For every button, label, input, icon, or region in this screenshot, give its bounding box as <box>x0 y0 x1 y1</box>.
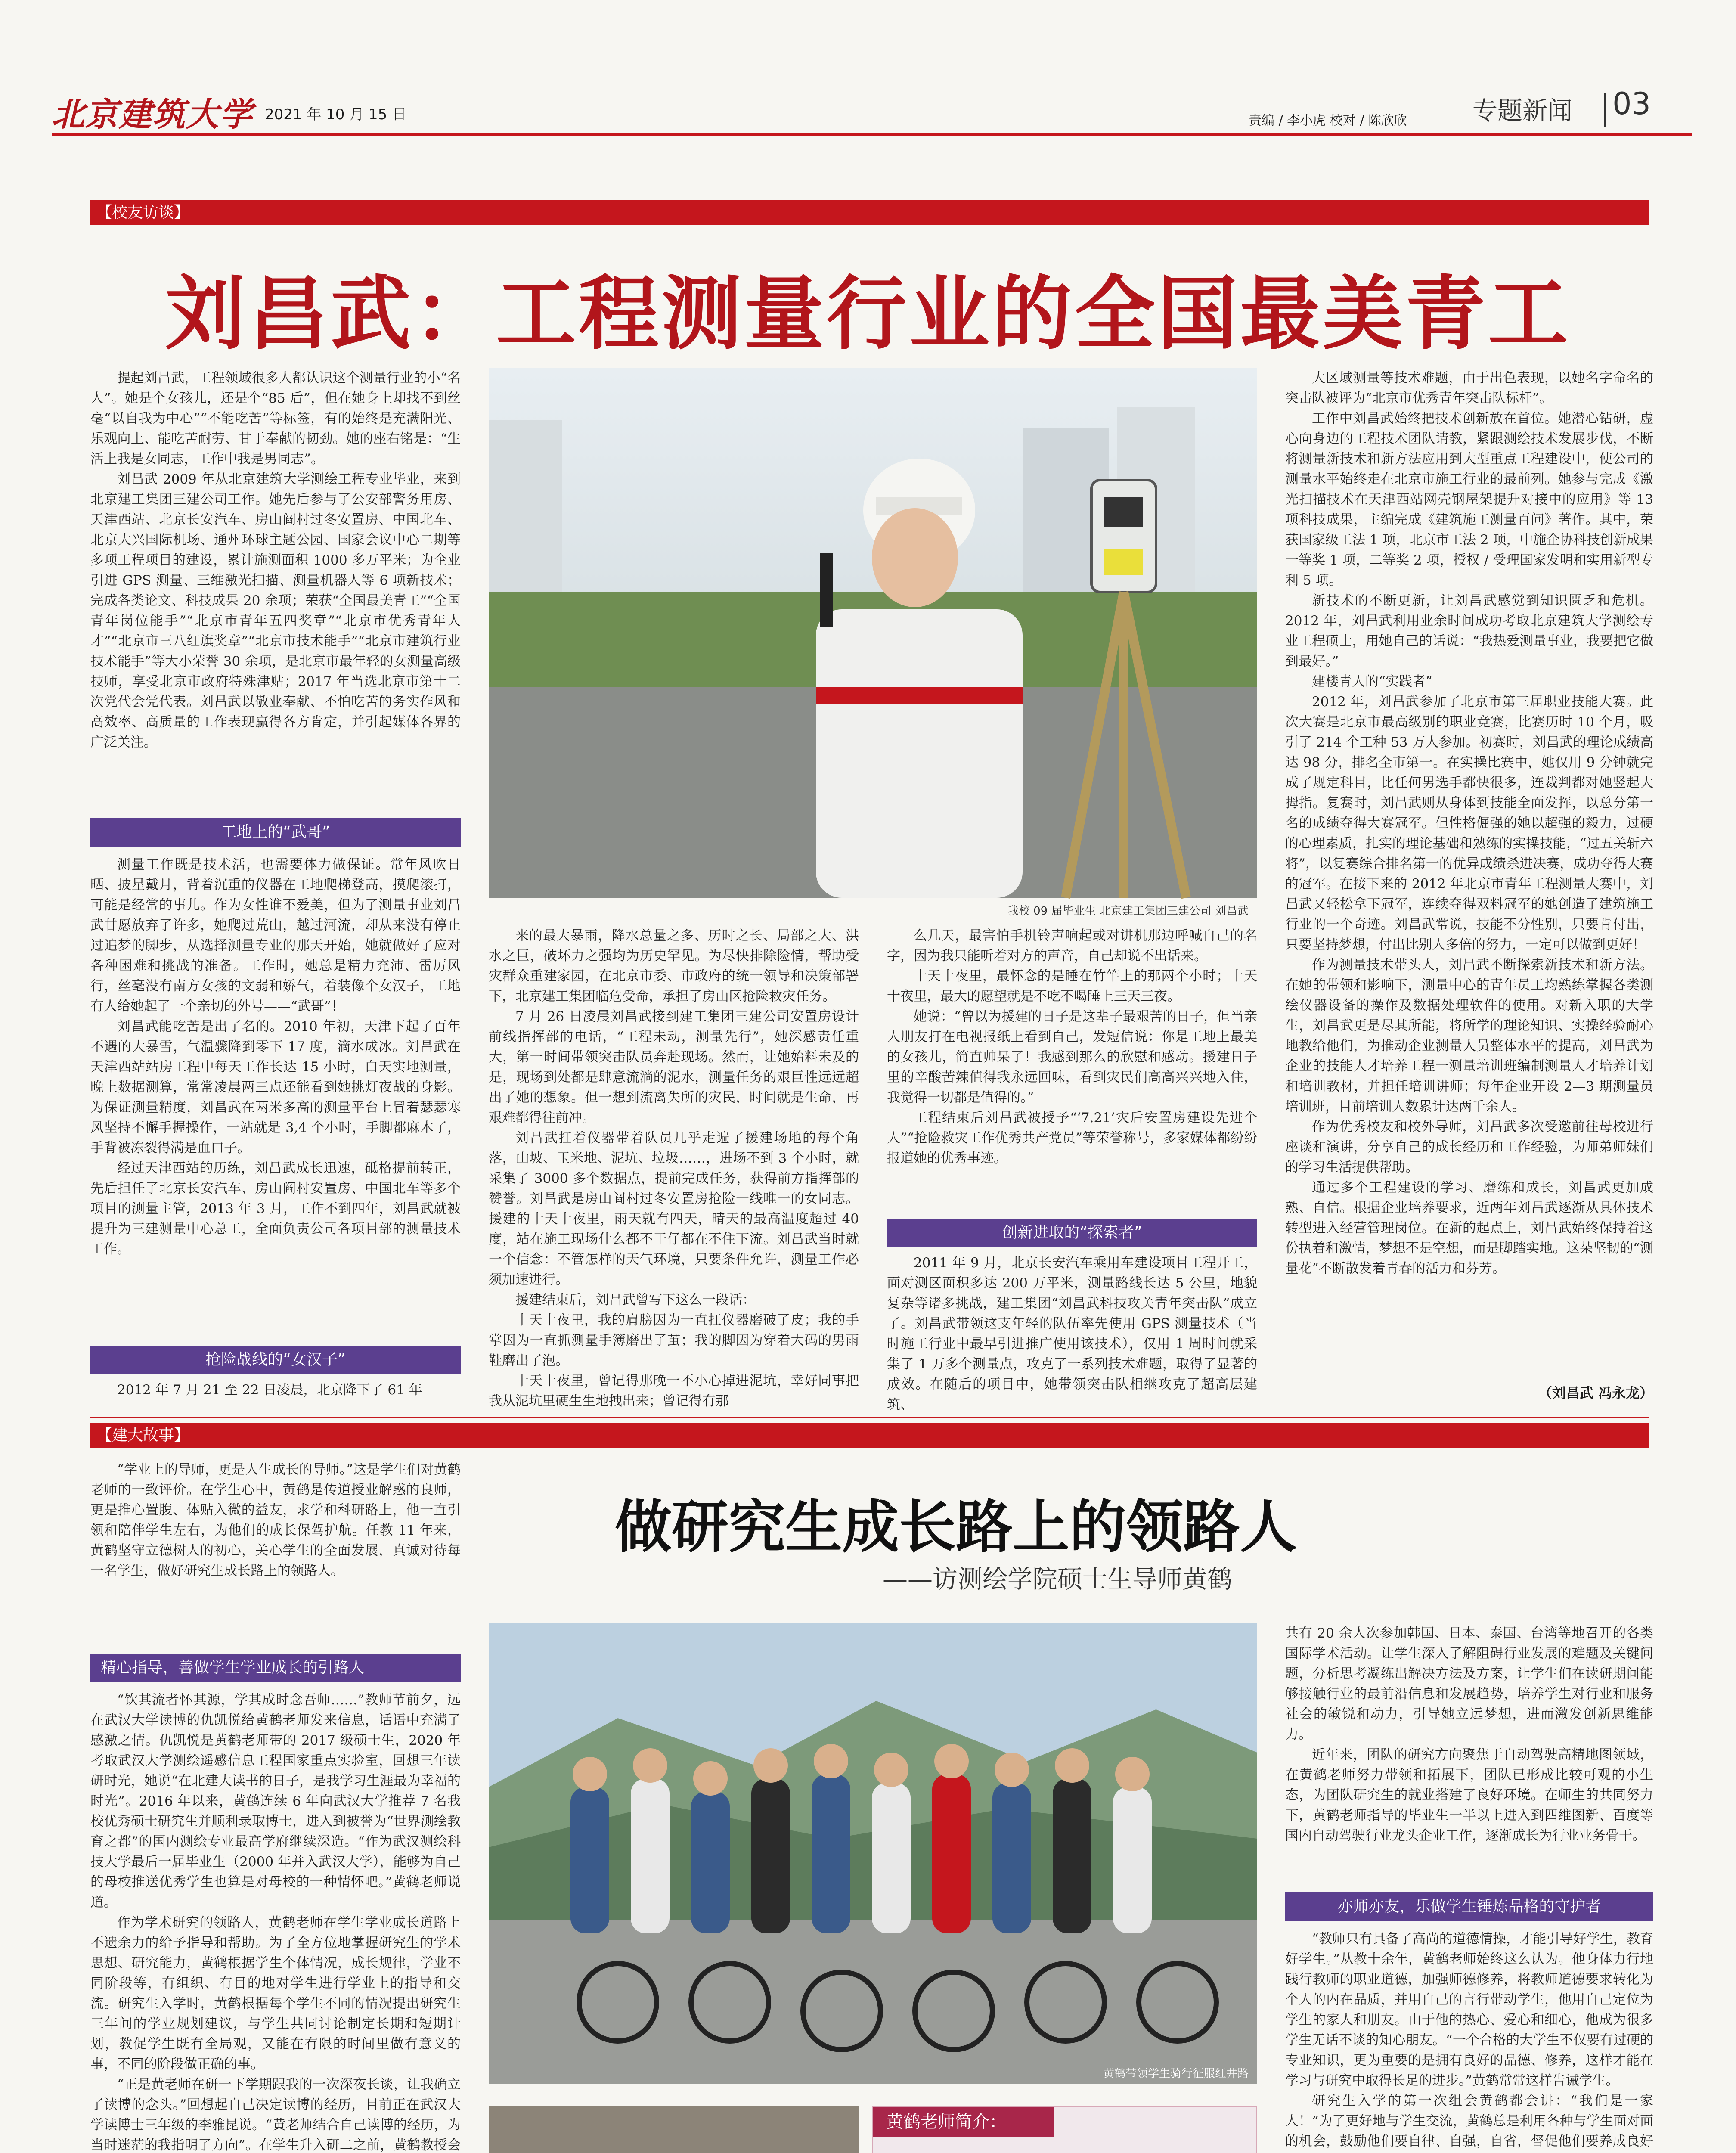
header-rule <box>52 133 1692 136</box>
section-name: 专题新闻 <box>1472 96 1573 125</box>
article1-col3: 么几天，最害怕手机铃声响起或对讲机那边呼喊自己的名字，因为我只能听着对方的声音，自己却说不出话来。 十天十夜里，最怀念的是睡在竹竿上的那两个小时；十天十夜里，最大的愿望就是不吃不喝睡上三天三夜。 她说：“曾以为援建的日子是这辈子最艰苦的日子，但当亲人朋友打在电视报纸上看到自己，发短信说：你是工地上最美的女孩儿，简直帅呆了！我感到那么的欣慰和感动。援建日子里的辛酸苦辣值得我永远回味，看到灾民们高高兴兴地入住，我觉得一切都是值得的。” 工程结束后刘昌武被授予“‘7.21’灾后安置房建设先进个人”“抢险救灾工作优秀共产党员”等荣誉称号，多家媒体都纷纷报道她的优秀事迹。 <box>887 928 1257 1166</box>
article1-col2: 来的最大暴雨，降水总量之多、历时之长、局部之大、洪水之巨，破坏力之强均为历史罕见。为尽快排除险情，帮助受灾群众重建家园，在北京市委、市政府的统一领导和决策部署下，北京建工集团临危受命，承担了房山区抢险救灾任务。 7 月 26 日凌晨刘昌武接到建工集团三建公司安置房设计前线指挥部的电话，“工程未动，测量先行”，她深感责任重大，第一时间带领突击队员奔赴现场。然而，让她始料未及的是，现场到处都是肆意流淌的泥水，测量任务的艰巨性远远超出了她的想象。但一想到流离失所的灾民，时间就是生命，再艰难都得往前冲。 刘昌武扛着仪器带着队员几乎走遍了援建场地的每个角落，山坡、玉米地、泥坑、垃圾……，进场不到 3 个小时，就采集了 3000 多个数据点，提前完成任务，获得前方指挥部的赞誉。刘昌武是房山阎村过冬安置房抢险一线唯一的女同志。援建的十天十夜里，雨天就有四天，晴天的最高温度超过 40 度，站在施工现场什么都不干仔都在不住下流。刘昌武当时就一个信念：不管怎样的天气环境，只要条件允许，测量工作必须加速进行。 援建结束后，刘昌武曾写下这么一段话： 十天十夜里，我的肩膀因为一直扛仪器磨破了皮；我的手掌因为一直抓测量手簿磨出了茧；我的脚因为穿着大码的男雨鞋磨出了泡。 十天十夜里，曾记得那晚一不小心掉进泥坑，幸好同事把我从泥坑里硬生生地拽出来；曾记得有那 <box>489 928 859 1409</box>
subhead-guidance: 精心指导，善做学生学业成长的引路人 <box>90 1654 461 1682</box>
masthead-logo: 北京建筑大学 <box>52 95 253 133</box>
photo-cycling-team <box>489 1623 1257 2084</box>
section-tag-alumni: 【校友访谈】 <box>90 200 1649 225</box>
article1-title: 刘昌武：工程测量行业的全国最美青工 <box>165 267 1571 360</box>
article1-col1-bottom: 2012 年 7 月 21 至 22 日凌晨，北京降下了 61 年 <box>117 1382 422 1398</box>
subhead-mentor: 亦师亦友，乐做学生锤炼品格的守护者 <box>1285 1892 1653 1921</box>
article2-colA-top: “学业上的导师，更是人生成长的导师。”这是学生们对黄鹤老师的一致评价。在学生心中，黄鹤是传道授业解惑的良师，更是推心置腹、体贴入微的益友，求学和科研路上，他一直引领和陪伴学生左右，为他们的成长保驾护航。任教 11 年来，黄鹤坚守立德树人的初心，关心学生的全面发展，真诚对待每一名学生，做好研究生成长路上的领路人。 <box>90 1462 461 1579</box>
article2-title: 做研究生成长路上的领路人 <box>615 1494 1297 1560</box>
article1-byline: （刘昌武 冯永龙） <box>1538 1385 1653 1401</box>
section-tag-stories: 【建大故事】 <box>90 1423 1649 1448</box>
subhead-innovation: 创新进取的“探索者” <box>887 1219 1257 1247</box>
bio-title: 黄鹤老师简介： <box>873 2107 1054 2137</box>
page-number: 03 <box>1612 86 1651 121</box>
page-editors: 责编 / 李小虎 校对 / 陈欣欣 <box>1249 113 1407 128</box>
bio-box <box>872 2106 1257 2153</box>
bio-text <box>889 2150 1242 2153</box>
article2-colA-mid: “饮其流者怀其源，学其成时念吾师……”教师节前夕，远在武汉大学读博的仇凯悦给黄鹤老师发来信息，话语中充满了感激之情。仇凯悦是黄鹤老师带的 2017 级硕士生，2020 年考取武汉大学测绘遥感信息工程国家重点实验室，回想三年读研时光，她说“在北建大读书的日子，是我学习生涯最为幸福的时光”。2016 年以来，黄鹤连续 6 年向武汉大学推荐 7 名我校优秀硕士研究生并顺利录取博士，进入到被誉为“世界测绘教育之都”的国内测绘专业最高学府继续深造。“作为武汉测绘科技大学最后一届毕业生（2000 年并入武汉大学），能够为自己的母校推送优秀学生也算是对母校的一种情怀吧。”黄鹤老师说道。 作为学术研究的领路人，黄鹤老师在学生学业成长道路上不遗余力的给予指导和帮助。为了全方位地掌握研究生的学术思想、研究能力，黄鹤根据学生个体情况，成长规律，学业不同阶段等，有组织、有目的地对学生进行学业上的指导和交流。研究生入学时，黄鹤根据每个学生不同的情况提出研究生三年间的学业规划建议，与学生共同讨论制定长期和短期计划，教促学生既有全局观，又能在有限的时间里做有意义的事，不同的阶段做正确的事。 “正是黄老师在研一下学期跟我的一次深夜长谈，让我确立了读博的念头。”回想起自己决定读博的经历，目前正在武汉大学读博士三年级的李雅昆说。“黄老师结合自己读博的经历，为当时迷茫的我指明了方向”。在学生升入研二之前，黄鹤教授会 <box>90 1692 461 2153</box>
article2-subtitle: ——访测绘学院硕士生导师黄鹤 <box>883 1564 1233 1594</box>
photo-caption-cycling: 黄鹤带领学生骑行征服红井路 <box>1103 2067 1249 2080</box>
photo-caption-main: 我校 09 届毕业生 北京建工集团三建公司 刘昌武 <box>1007 905 1249 918</box>
article2-colD-bottom: “教师只有具备了高尚的道德情操，才能引导好学生，教育好学生。”从教十余年，黄鹤老师始终这么认为。他身体力行地践行教师的职业道德，加强师德修养，将教师道德要求转化为个人的内在品质，并用自己的言行带动学生，他用自己定位为学生的家人和朋友。由于他的热心、爱心和细心，他成为很多学生无话不谈的知心朋友。“一个合格的大学生不仅要有过硬的专业知识，更为重要的是拥有良好的品德、修养，这样才能在学习与研究中取得长足的进步。”黄鹤常常这样告诫学生。 研究生入学的第一次组会黄鹤都会讲：“我们是一家人！”为了更好地与学生交流，黄鹤总是利用各种与学生面对面的机会，鼓励他们要自律、自强，自省，督促他们要养成良好 <box>1285 1931 1653 2149</box>
article1-col4: 大区域测量等技术难题，由于出色表现，以她名字命名的突击队被评为“北京市优秀青年突击队标杆”。 工作中刘昌武始终把技术创新放在首位。她潜心钻研，虚心向身边的工程技术团队请教，紧跟测绘技术发展步伐，不断将测量新技术和新方法应用到大型重点工程建设中，使公司的测量水平始终走在北京市施工行业的最前列。她参与完成《激光扫描技术在天津西站网壳钢屋架提升对接中的应用》等 13 项科技成果，主编完成《建筑施工测量百问》著作。其中，荣获国家级工法 1 项，北京市工法 2 项，中施企协科技创新成果一等奖 1 项，二等奖 2 项，授权 / 受理国家发明和实用新型专利 5 项。 新技术的不断更新，让刘昌武感觉到知识匮乏和危机。2012 年，刘昌武利用业余时间成功考取北京建筑大学测绘专业工程硕士，用她自己的话说：“我热爱测量事业，我要把它做到最好。” 建楼青人的“实践者” 2012 年，刘昌武参加了北京市第三届职业技能大赛。此次大赛是北京市最高级别的职业竞赛，比赛历时 10 个月，吸引了 214 个工种 53 万人参加。初赛时，刘昌武的理论成绩高达 98 分，排名全市第一。在实操比赛中，她仅用 9 分钟就完成了规定科目，比任何男选手都快很多，连裁判都对她竖起大拇指。复赛时，刘昌武则从身体到技能全面发挥，以总分第一名的成绩夺得大赛冠军。但性格倔强的她以超强的毅力，过硬的心理素质，扎实的理论基础和熟练的实操技能，“过五关斩六将”，以复赛综合排名第一的优异成绩杀进决赛，成功夺得大赛的冠军。在接下来的 2012 年北京市青年工程测量大赛中，刘昌武又轻松拿下冠军，连续夺得双料冠军的她创造了建筑施工行业的一个奇迹。刘昌武常说，技能不分性别，只要肯付出，只要坚持梦想，付出比别人多倍的努力，一定可以做到更好！ 作为测量技术带头人，刘昌武不断探索新技术和新方法。在她的带领和影响下，测量中心的青年员工均熟练掌握各类测绘仪器设备的操作及数据处理软件的使用。对新入职的大学生，刘昌武更是尽其所能，将所学的理论知识、实操经验耐心地教给他们，为推动企业测量人员整体水平的提高，刘昌武为企业的技能人才培养工程一测量培训班编制测量人才培养计划和培训教材，并担任培训讲师；每年企业开设 2—3 期测量员培训班，目前培训人数累计达两千余人。 作为优秀校友和校外导师，刘昌武多次受邀前往母校进行座谈和演讲，分享自己的成长经历和工作经验，为师弟师妹们的学习生活提供帮助。 通过多个工程建设的学习、磨练和成长，刘昌武更加成熟、自信。根据企业培养要求，近两年刘昌武逐渐从具体技术转型进入经营管理岗位。在新的起点上，刘昌武始终保持着这份执着和激情，梦想不是空想，而是脚踏实地。这朵坚韧的“测量花”不断散发着青春的活力和芬芳。 <box>1285 370 1653 1276</box>
article-divider <box>90 1417 1649 1418</box>
issue-date: 2021 年 10 月 15 日 <box>265 106 407 123</box>
article1-col3-bottom: 2011 年 9 月，北京长安汽车乘用车建设项目工程开工，面对测区面积多达 200 万平米，测量路线长达 5 公里，地貌复杂等诸多挑战，建工集团“刘昌武科技攻关青年突击队”成立了。刘昌武带领这支年轻的队伍率先使用 GPS 测量技术（当时施工行业中最早引进推广使用该技术），仅用 1 周时间就采集了 1 万多个测量点，攻克了一系列技术难题，取得了显著的成效。在随后的项目中，她带领突击队相继攻克了超高层建筑、 <box>887 1255 1257 1412</box>
article2-colD-top: 共有 20 余人次参加韩国、日本、泰国、台湾等地召开的各类国际学术活动。让学生深入了解阻碍行业发展的难题及关键问题，分析思考凝练出解决方法及方案，让学生们在读研期间能够接触行业的最前沿信息和发展趋势，培养学生对行业和服务社会的敏锐和动力，引导她立远梦想，进而激发创新思维能力。 近年来，团队的研究方向聚焦于自动驾驶高精地图领域，在黄鹤老师努力带领和拓展下，团队已形成比较可观的小生态，为团队研究生的就业搭建了良好环境。在师生的共同努力下，黄鹤老师指导的毕业生一半以上进入到四维图新、百度等国内自动驾驶行业龙头企业工作，逐渐成长为行业业务骨干。 <box>1285 1626 1653 1843</box>
article1-col1-mid: 测量工作既是技术活，也需要体力做保证。常年风吹日晒、披星戴月，背着沉重的仪器在工地爬梯登高，摸爬滚打，可能是经常的事儿。作为女性谁不爱美，但为了测量事业刘昌武甘愿放弃了许多，她爬过荒山，越过河流，却从来没有停止过追梦的脚步，从选择测量专业的那天开始，她就做好了应对各种困难和挑战的准备。工作时，她总是精力充沛、雷厉风行，丝毫没有南方女孩的文弱和娇气，着装像个女汉子，工地有人给她起了一个亲切的外号——“武哥”！ 刘昌武能吃苦是出了名的。2010 年初，天津下起了百年不遇的大暴雪，气温骤降到零下 17 度，滴水成冰。刘昌武在天津西站站房工程中每天工作长达 15 小时，白天实地测量，晚上数据测算，常常凌晨两三点还能看到她挑灯夜战的身影。为保证测量精度，刘昌武在两米多高的测量平台上冒着瑟瑟寒风坚持不懈手握操作，一站就是 3,4 个小时，手脚都麻木了，手背被冻裂得满是血口子。 经过天津西站的历练，刘昌武成长迅速，砥格提前转正，先后担任了北京长安汽车、房山阎村安置房、中国北车等多个项目的测量主管，2013 年 3 月，工作不到四年，刘昌武就被提升为三建测量中心总工，全面负责公司各项目部的测量技术工作。 <box>90 857 461 1257</box>
photo-liu-changwu-surveying <box>489 368 1257 898</box>
photo-research-team <box>489 2106 859 2153</box>
article1-col1-top: 提起刘昌武，工程领域很多人都认识这个测量行业的小“名人”。她是个女孩儿，还是个“85 后”，但在她身上却找不到丝毫“以自我为中心”“不能吃苦”等标签，有的始终是充满阳光、乐观向上、能吃苦耐劳、甘于奉献的韧劲。她的座右铭是：“生活上我是女同志，工作中我是男同志”。 刘昌武 2009 年从北京建筑大学测绘工程专业毕业，来到北京建工集团三建公司工作。她先后参与了公安部警务用房、天津西站、北京长安汽车、房山阎村过冬安置房、中国北车、北京大兴国际机场、通州环球主题公园、国家会议中心二期等多项工程项目的建设，累计施测面积 1000 多万平米；为企业引进 GPS 测量、三维激光扫描、测量机器人等 6 项新技术；完成各类论文、科技成果 20 余项；荣获“全国最美青工”“全国青年岗位能手”“北京市青年五四奖章”“北京市优秀青年人才”“北京市三八红旗奖章”“北京市技术能手”“北京市建筑行业技术能手”等大小荣誉 30 余项，是北京市最年轻的女测量高级技师，享受北京市政府特殊津贴；2017 年当选北京市第十二次党代会党代表。刘昌武以敬业奉献、不怕吃苦的务实作风和高效率、高质量的工作表现赢得各方肯定，并引起媒体各界的广泛关注。 <box>90 370 461 750</box>
subhead-construction-site: 工地上的“武哥” <box>90 818 461 847</box>
subhead-rescue: 抢险战线的“女汉子” <box>90 1346 461 1374</box>
page-number-divider <box>1604 93 1606 127</box>
